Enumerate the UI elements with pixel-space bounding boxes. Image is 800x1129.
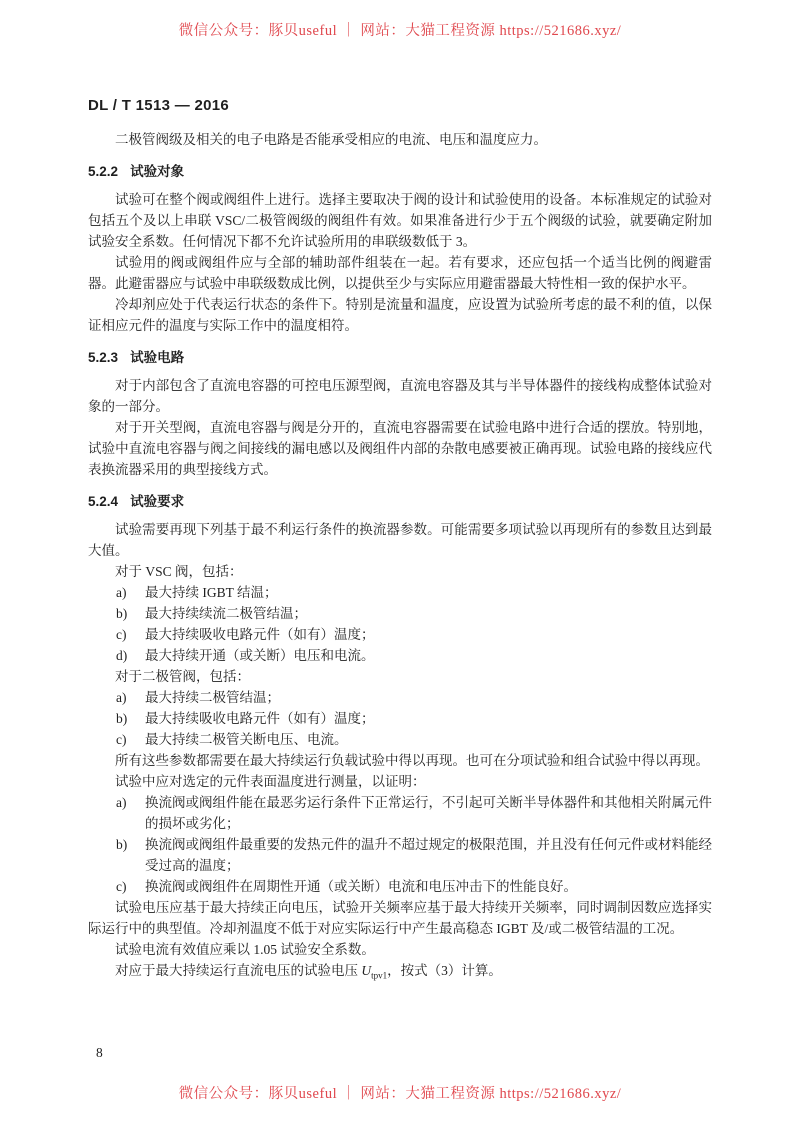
list-item [88,645,712,666]
list-item [88,624,712,645]
paragraph: 冷却剂应处于代表运行状态的条件下。特别是流量和温度，应设置为试验所考虑的最不利的值，以保证相应元件的温度与实际工作中的温度相符。 [88,297,712,333]
list-item [88,708,712,729]
paragraph: 所有这些参数都需要在最大持续运行负载试验中得以再现。也可在分项试验和组合试验中得以再现。 [115,753,709,768]
list-text: 最大持续二极管结温； [145,690,280,705]
list-marker: b) [116,837,128,852]
section-heading [88,161,712,182]
list-marker: a) [116,690,127,705]
list-item [88,876,712,897]
list-marker: c) [116,627,127,642]
paragraph: 对应于最大持续运行直流电压的试验电压 $U_{tpv1}$，按式（3）计算。 [115,963,502,981]
list-text: 换流阀或阀组件最重要的发热元件的温升不超过规定的极限范围，并且没有任何元件或材料能经受过高的温度； [145,837,712,873]
paragraph: 试验需要再现下列基于最不利运行条件的换流器参数。可能需要多项试验以再现所有的参数且达到最大值。 [88,522,712,558]
paragraph: 对于内部包含了直流电容器的可控电压源型阀，直流电容器及其与半导体器件的接线构成整体试验对象的一部分。 [88,378,712,414]
list-item [88,687,712,708]
list-text: 最大持续吸收电路元件（如有）温度； [145,627,375,642]
list-text: 最大持续续流二极管结温； [145,606,307,621]
paragraph: 对于二极管阀，包括： [115,669,250,684]
document-body [88,129,712,981]
section-title: 试验对象 [130,164,185,179]
section-number: 5.2.3 [88,350,119,365]
list-item [88,729,712,750]
list-text: 最大持续吸收电路元件（如有）温度； [145,711,375,726]
list-marker: a) [116,585,127,600]
paragraph: 试验中应对选定的元件表面温度进行测量，以证明： [115,774,426,789]
list-item [88,582,712,603]
list-text: 换流阀或阀组件能在最恶劣运行条件下正常运行，不引起可关断半导体器件和其他相关附属元件的损坏或劣化； [145,795,712,831]
page-number: 8 [96,1045,103,1060]
list-text: 换流阀或阀组件在周期性开通（或关断）电流和电压冲击下的性能良好。 [145,879,577,894]
list-text: 最大持续 IGBT 结温； [145,585,278,600]
list-marker: d) [116,648,128,663]
paragraph: 试验用的阀或阀组件应与全部的辅助部件组装在一起。若有要求，还应包括一个适当比例的阀避雷器。此避雷器应与试验中串联级数成比例，以提供至少与实际应用避雷器最大特性相一致的保护水平。 [88,255,712,291]
list-item [88,603,712,624]
list-marker: a) [116,795,127,810]
list-marker: c) [116,879,127,894]
standard-number: DL / T 1513 — 2016 [88,97,230,114]
paragraph: 对于开关型阀，直流电容器与阀是分开的，直流电容器需要在试验电路中进行合适的摆放。特别地，试验中直流电容器与阀之间接线的漏电感以及阀组件内部的杂散电感要被正确再现。试验电路的接线应代表换流器采用的典型接线方式。 [88,420,712,477]
section-title: 试验电路 [130,350,185,365]
section-title: 试验要求 [130,494,185,509]
section-number: 5.2.2 [88,164,119,179]
list-marker: b) [116,711,128,726]
list-marker: c) [116,732,127,747]
watermark-top: 微信公众号：豚贝useful ｜ 网站：大猫工程资源 https://521686.xyz/ [178,23,622,39]
paragraph: 试验可在整个阀或阀组件上进行。选择主要取决于阀的设计和试验使用的设备。本标准规定的试验对包括五个及以上串联 VSC/二极管阀级的阀组件有效。如果准备进行少于五个阀级的试验，就要确定附加试验安全系数。任何情况下都不允许试验所用的串联级数低于 3。 [88,192,712,249]
list-text: 最大持续二极管关断电压、电流。 [145,732,348,747]
list-item [88,792,712,834]
watermark-bottom: 微信公众号：豚贝useful ｜ 网站：大猫工程资源 https://521686.xyz/ [178,1086,622,1102]
paragraph: 试验电流有效值应乘以 1.05 试验安全系数。 [115,942,375,957]
list-item [88,834,712,876]
list-marker: b) [116,606,128,621]
list-text: 最大持续开通（或关断）电压和电流。 [145,648,375,663]
paragraph: 试验电压应基于最大持续正向电压，试验开关频率应基于最大持续开关频率，同时调制因数应选择实际运行中的典型值。冷却剂温度不低于对应实际运行中产生最高稳态 IGBT 及/或二极管结温的工况。 [88,900,712,936]
paragraph: 二极管阀级及相关的电子电路是否能承受相应的电流、电压和温度应力。 [115,132,547,147]
section-heading [88,347,712,368]
paragraph: 对于 VSC 阀，包括： [115,564,243,579]
section-number: 5.2.4 [88,494,119,509]
section-heading [88,491,712,512]
